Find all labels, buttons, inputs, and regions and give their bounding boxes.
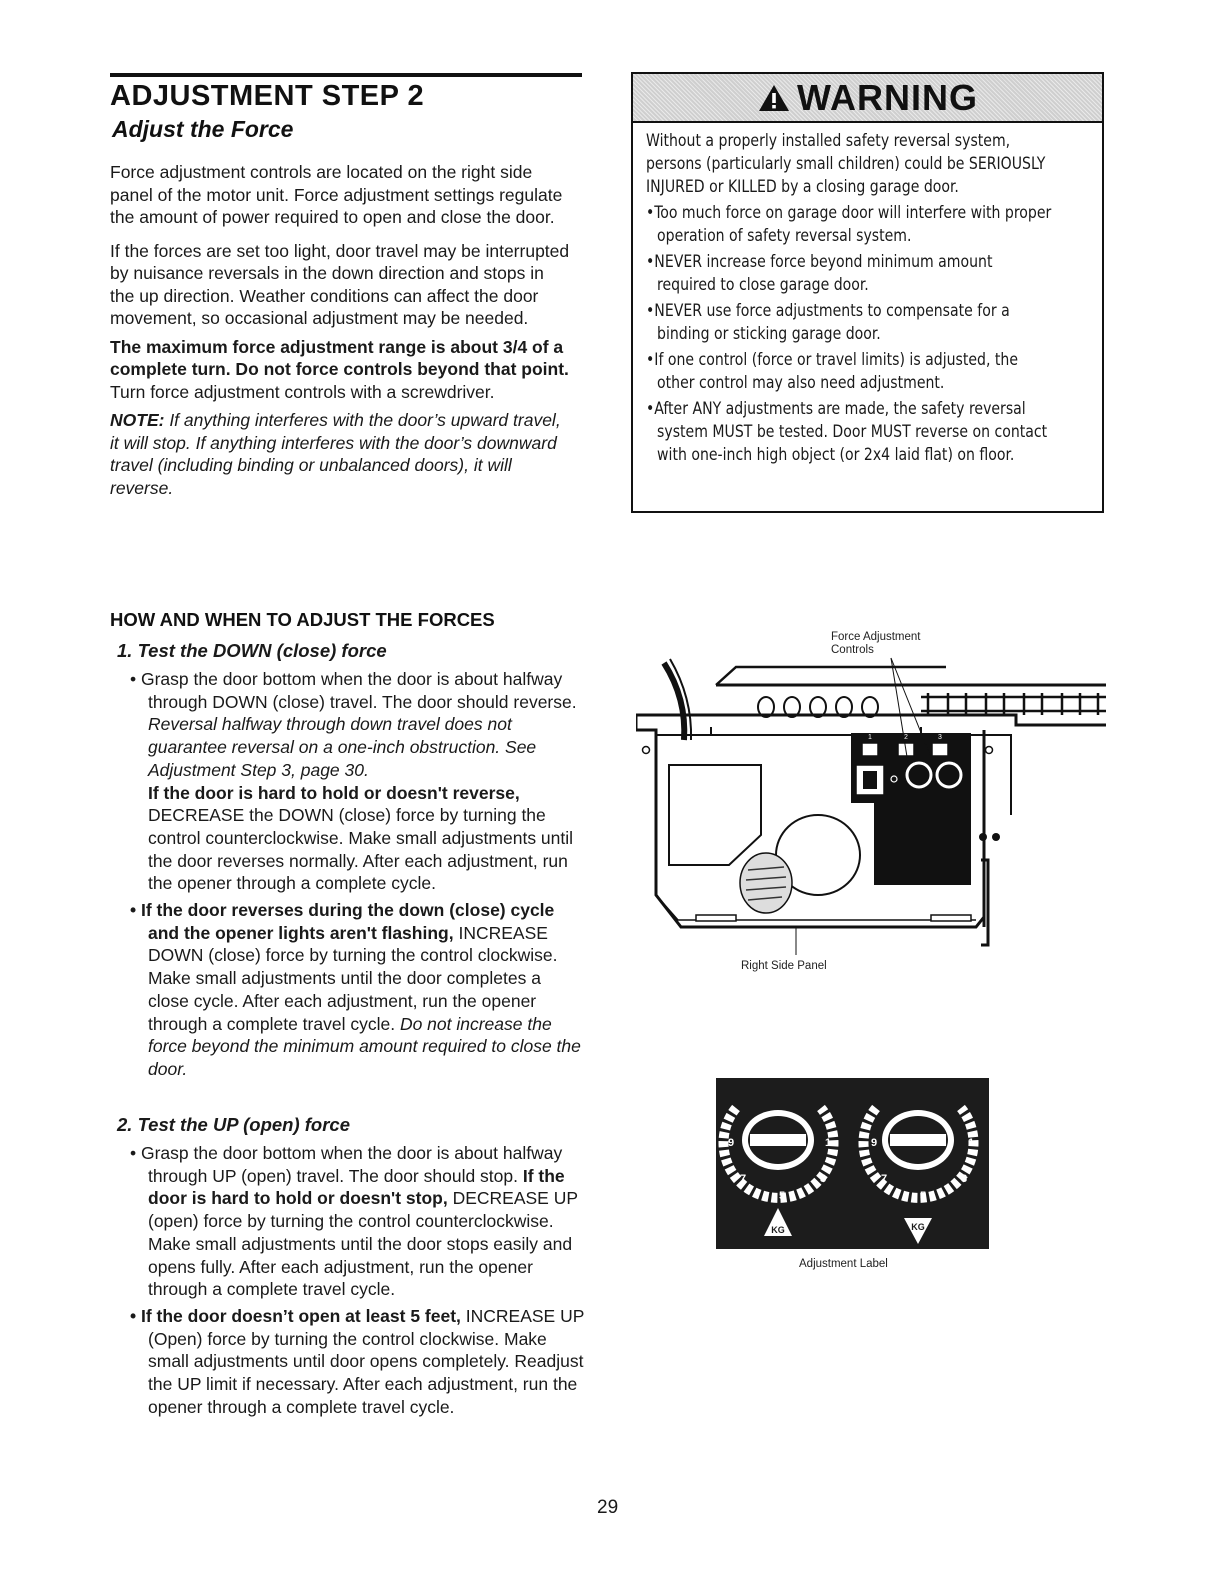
down-force-instructions (130, 668, 585, 1081)
page-number: 29 (597, 1497, 619, 1518)
warning-title: WARNING (797, 76, 978, 118)
dial-number: 1 (824, 1137, 832, 1149)
dial-number: 7 (880, 1173, 888, 1185)
up-bullet-1 (130, 1142, 585, 1301)
adjustment-label-image (716, 1078, 989, 1249)
warning-bullet: •After ANY adjustments are made, the safety reversal system MUST be tested. Door MUST reverse on contact with one-inch high object (or 2x4 laid flat) on floor. (646, 399, 1048, 465)
increase-down-instruction: INCREASE DOWN (close) force by turning the control clockwise. Make small adjustments until the door completes a close cycle. After each adjustment, run the opener through a complete travel cycle. (148, 922, 558, 1034)
dial-number: 1 (967, 1137, 975, 1149)
intro-paragraph-3 (110, 336, 572, 404)
intro-text (110, 161, 572, 499)
note-paragraph (110, 409, 572, 499)
dial-number: 9 (870, 1137, 878, 1149)
warning-bullet: •Too much force on garage door will interfere with proper operation of safety reversal system. (646, 203, 1052, 246)
dial-number: 9 (727, 1137, 735, 1149)
max-range-warning: The maximum force adjustment range is about 3/4 of a complete turn. Do not force controls beyond that point. (110, 336, 569, 379)
dial-number: 5 (778, 1190, 786, 1202)
down-force-heading: 1. Test the DOWN (close) force (117, 640, 387, 661)
label-controls: Controls (831, 644, 874, 656)
up-force-heading: 2. Test the UP (open) force (117, 1114, 350, 1135)
switch-label: 1 (868, 734, 872, 741)
hard-to-hold-condition: If the door is hard to hold or doesn't reverse, (148, 782, 520, 803)
down-bullet-2-note: Do not increase the force beyond the minimum amount required to close the door. (148, 1013, 581, 1079)
diagram-label-right-side-panel: Right Side Panel (741, 960, 827, 972)
doesnt-stop-condition: If the door is hard to hold or doesn't stop, (148, 1165, 565, 1209)
kg-text: KG (771, 1225, 785, 1235)
intro-paragraph-1: Force adjustment controls are located on the right side panel of the motor unit. Force adjustment settings regulate the amount of power required to open and close the door. (110, 162, 563, 227)
title-rule (110, 73, 582, 77)
warning-box (631, 72, 1104, 513)
label-force-adjustment: Force Adjustment (831, 631, 921, 643)
step-subtitle: Adjust the Force (112, 116, 294, 142)
decrease-up-instruction: DECREASE UP (open) force by turning the control counterclockwise. Make small adjustments until the door stops easily and opens fully. After each adjustment, run the opener through a complete travel cycle. (148, 1188, 578, 1300)
dial-number: 5 (919, 1190, 927, 1202)
down-bullet-2 (130, 899, 585, 1081)
kg-text: KG (911, 1222, 925, 1232)
increase-up-instruction: INCREASE UP (Open) force by turning the control clockwise. Make small adjustments until door opens completely. Readjust the UP limit if necessary. After each adjustment, run the opener through a complete travel cycle. (148, 1305, 585, 1417)
section-heading: HOW AND WHEN TO ADJUST THE FORCES (110, 609, 495, 630)
switch-label: 3 (938, 734, 942, 741)
switch-label: 2 (904, 734, 908, 741)
note-label: NOTE: (110, 410, 165, 430)
up-bullet-2 (130, 1305, 585, 1419)
adjustment-label-caption: Adjustment Label (799, 1258, 888, 1270)
dial-number: 3 (819, 1173, 827, 1185)
up-force-instructions (130, 1142, 585, 1418)
note-text: If anything interferes with the door’s upward travel, it will stop. If anything interferes with the door’s downward travel (including binding or unbalanced doors), it will reverse. (110, 410, 561, 498)
decrease-down-instruction: DECREASE the DOWN (close) force by turning the control counterclockwise. Make small adjustments until the door reverses normally. After each adjustment, run the opener through a complete cycle. (148, 805, 574, 894)
reverses-condition: • If the door reverses during the down (close) cycle and the opener lights aren't flashing, (130, 900, 555, 943)
diagram-label-controls (831, 631, 920, 657)
down-bullet-1 (130, 668, 585, 782)
warning-banner (633, 74, 1102, 123)
step-title: ADJUSTMENT STEP 2 (110, 80, 425, 112)
down-bullet-1-text: • Grasp the door bottom when the door is about halfway through DOWN (close) travel. The door should reverse. (130, 669, 577, 712)
motor-unit-diagram (636, 655, 1106, 960)
screwdriver-instruction: Turn force adjustment controls with a screwdriver. (110, 381, 495, 402)
five-feet-condition: • If the door doesn’t open at least 5 feet, (130, 1305, 461, 1326)
dial-number: 3 (960, 1173, 968, 1185)
down-bullet-1-cont (130, 782, 585, 896)
down-bullet-1-note: Reversal halfway through down travel does not guarantee reversal on a one-inch obstruction. See Adjustment Step 3, page 30. (148, 714, 537, 780)
warning-triangle-icon (757, 83, 791, 113)
up-bullet-1-text: • Grasp the door bottom when the door is about halfway through UP (open) travel. The door should stop. (130, 1143, 563, 1186)
warning-bullet: •NEVER increase force beyond minimum amount required to close garage door. (646, 252, 993, 295)
warning-bullet: •If one control (force or travel limits) is adjusted, the other control may also need adjustment. (646, 350, 1019, 393)
intro-paragraph-2: If the forces are set too light, door travel may be interrupted by nuisance reversals in the down direction and stops in the up direction. Weather conditions can affect the door movement, so occasional adjustment may be needed. (110, 240, 570, 328)
warning-bullet: •NEVER use force adjustments to compensate for a binding or sticking garage door. (646, 301, 1010, 344)
warning-body (646, 130, 1055, 467)
warning-intro: Without a properly installed safety reversal system, persons (particularly small children) could be SERIOUSLY INJURED or KILLED by a closing garage door. (646, 131, 1046, 197)
dial-number: 7 (739, 1173, 747, 1185)
